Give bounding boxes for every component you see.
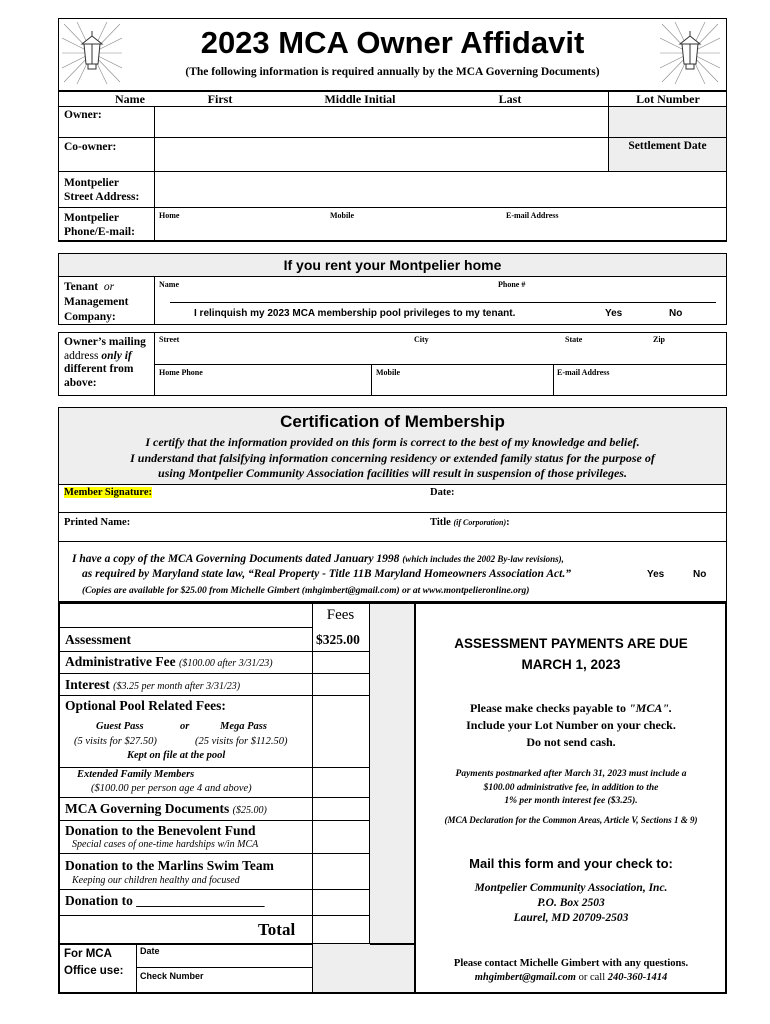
office-date-label: Date (140, 946, 160, 956)
coowner-name-field[interactable] (155, 138, 607, 171)
page-subtitle: (The following information is required annually by the MCA Governing Documents) (185, 66, 600, 78)
interest-label: Interest ($3.25 per month after 3/31/23) (65, 677, 241, 692)
rent-title: If you rent your Montpelier home (283, 257, 502, 273)
interest-amount[interactable] (313, 674, 369, 695)
lot-number-field[interactable] (609, 107, 726, 137)
member-signature-field[interactable] (165, 486, 425, 510)
col-middle: Middle Initial (324, 92, 396, 106)
pass-or-label: or (180, 721, 190, 732)
fees-header: Fees (326, 607, 355, 623)
home-phone-label: Home (159, 211, 180, 220)
extended-family-note: ($100.00 per person age 4 and above) (91, 783, 252, 794)
mail-to-title: Mail this form and your check to: (469, 856, 673, 871)
contact-notice: Please contact Michelle Gimbert with any questions. mhgimbert@gmail.com or call 240-360-1414 (453, 958, 689, 983)
settlement-date-label: Settlement Date (628, 140, 707, 152)
assessment-due-notice: ASSESSMENT PAYMENTS ARE DUE MARCH 1, 2023 (454, 636, 688, 672)
guest-pass-note: (5 visits for $27.50) (74, 736, 157, 747)
coowner-label: Co-owner: (64, 141, 117, 153)
pool-pass-amount[interactable] (313, 696, 369, 767)
col-first: First (207, 92, 233, 106)
total-label: Total (258, 920, 296, 939)
title-label: Title (if Corporation): (430, 517, 510, 528)
certification-text: I certify that the information provided on this form is correct to the best of my knowledge and belief. I understand that falsifying information concerning residency or extended family status for the purpose of using Montpelier Community Association facilities will result in suspension of those privileges. (130, 435, 655, 480)
admin-fee-amount[interactable] (313, 652, 369, 673)
relinquish-yes[interactable]: Yes (605, 308, 623, 319)
optional-fees-label: Optional Pool Related Fees: (65, 698, 226, 713)
governing-docs-copies: (Copies are available for $25.00 from Michelle Gimbert (mhgimbert@gmail.com) or at www.montpelieronline.org) (82, 586, 530, 596)
lamp-icon (660, 22, 720, 84)
printed-name-field[interactable] (140, 514, 425, 538)
mailing-address: Montpelier Community Association, Inc. P.O. Box 2503 Laurel, MD 20709-2503 (474, 882, 668, 924)
mailing-mobile-label: Mobile (376, 368, 400, 377)
col-last: Last (498, 92, 522, 106)
extended-family-label: Extended Family Members (77, 769, 195, 780)
benevolent-amount[interactable] (313, 821, 369, 853)
extended-family-amount[interactable] (313, 768, 369, 797)
printed-name-label: Printed Name: (64, 517, 131, 528)
col-lot: Lot Number (636, 92, 700, 106)
governing-docs-yes[interactable]: Yes (647, 569, 665, 580)
tenant-phone-label: Phone # (498, 280, 526, 289)
relinquish-no[interactable]: No (669, 308, 683, 319)
governing-docs-no[interactable]: No (693, 569, 707, 580)
owner-label: Owner: (64, 109, 102, 121)
mailing-zip-label: Zip (653, 335, 666, 344)
mailing-city-label: City (414, 335, 429, 344)
benevolent-note: Special cases of one-time hardships w/in MCA (72, 839, 259, 850)
marlins-amount[interactable] (313, 854, 369, 889)
signature-date-label: Date: (430, 487, 455, 498)
kept-on-file-label: Kept on file at the pool (127, 750, 226, 761)
admin-fee-label: Administrative Fee ($100.00 after 3/31/23) (65, 654, 273, 669)
mailing-label: Owner’s mailing address only if different from above: (64, 336, 146, 389)
assessment-label: Assessment (65, 632, 131, 647)
lamp-icon (62, 22, 122, 84)
relinquish-text: I relinquish my 2023 MCA membership pool privileges to my tenant. (194, 308, 516, 319)
certification-title: Certification of Membership (280, 412, 505, 431)
contact-phone: 240-360-1414 (607, 972, 668, 983)
marlins-label: Donation to the Marlins Swim Team (65, 858, 274, 873)
donation-other-label: Donation to ___________________ (65, 893, 265, 908)
declaration-reference: (MCA Declaration for the Common Areas, Article V, Sections 1 & 9) (444, 815, 698, 825)
office-use-label: For MCA Office use: (64, 948, 124, 977)
mega-pass-note: (25 visits for $112.50) (195, 736, 288, 747)
contact-email-link[interactable]: mhgimbert@gmail.com (474, 972, 576, 983)
marlins-note: Keeping our children healthy and focused (72, 875, 240, 886)
mega-pass-label: Mega Pass (220, 721, 267, 732)
mailing-email-label: E-mail Address (557, 368, 610, 377)
page-title: 2023 MCA Owner Affidavit (200, 25, 585, 60)
tenant-name-field[interactable] (170, 291, 716, 303)
governing-docs-law: as required by Maryland state law, “Real Property - Title 11B Maryland Homeowners Association Act.” (82, 568, 571, 580)
street-address-label: Montpelier Street Address: (64, 177, 140, 203)
checks-instructions: Please make checks payable to "MCA". Include your Lot Number on your check. Do not send cash. (466, 701, 676, 749)
total-amount[interactable] (313, 916, 369, 943)
street-address-field[interactable] (155, 172, 726, 207)
late-payment-notice: Payments postmarked after March 31, 2023 must include a $100.00 administrative fee, in addition to the 1% per month interest fee ($3.25). (455, 769, 687, 806)
phone-email-field[interactable] (155, 208, 726, 240)
owner-name-field[interactable] (155, 107, 607, 137)
office-check-label: Check Number (140, 971, 204, 981)
tenant-name-label: Name (159, 280, 179, 289)
col-name: Name (115, 92, 145, 106)
donation-other-amount[interactable] (313, 890, 369, 915)
guest-pass-label: Guest Pass (96, 721, 144, 732)
member-signature-label: Member Signature: (64, 487, 152, 498)
mobile-phone-label: Mobile (330, 211, 354, 220)
mailing-address-field[interactable] (155, 344, 726, 363)
tenant-label: Tenant or Management Company: (64, 281, 129, 323)
mailing-street-label: Street (159, 335, 180, 344)
mailing-state-label: State (565, 335, 583, 344)
phone-email-label: Montpelier Phone/E-mail: (64, 212, 135, 238)
benevolent-label: Donation to the Benevolent Fund (65, 823, 256, 838)
govdocs-amount[interactable] (313, 798, 369, 820)
assessment-amount: $325.00 (316, 632, 360, 647)
governing-docs-statement: I have a copy of the MCA Governing Documents dated January 1998 (which includes the 2002 By-law revisions), (72, 553, 564, 565)
email-label: E-mail Address (506, 211, 559, 220)
govdocs-label: MCA Governing Documents ($25.00) (65, 801, 267, 816)
mailing-home-phone-label: Home Phone (159, 368, 203, 377)
